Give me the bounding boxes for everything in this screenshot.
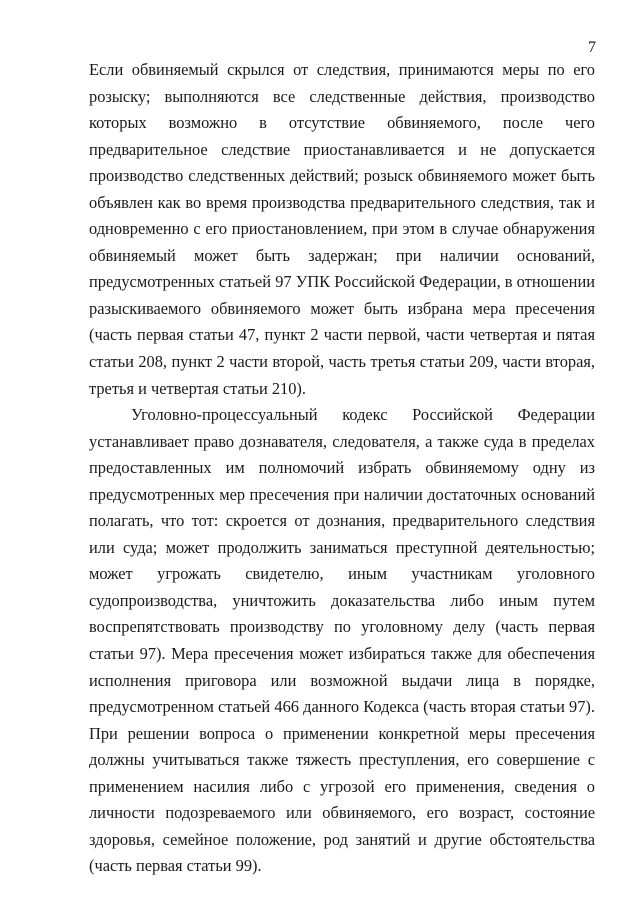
page-number: 7 <box>588 39 596 56</box>
paragraph-2: Уголовно-процессуальный кодекс Российской Федерации устанавливает право дознавателя, следователя, а также суда в пределах предоставленных им полномочий избрать обвиняемому одну из предусмотренных мер пресечения при наличии достаточных оснований полагать, что тот: скроется от дознания, предварительного следствия или суда; может продолжить заниматься преступной деятельностью; может угрожать свидетелю, иным участникам уголовного судопроизводства, уничтожить доказательства либо иным путем воспрепятствовать производству по уголовному делу (часть первая статьи 97). Мера пресечения может избираться также для обеспечения исполнения приговора или возможной выдачи лица в порядке, предусмотренном статьей 466 данного Кодекса (часть вторая статьи 97). При решении вопроса о применении конкретной меры пресечения должны учитываться также тяжесть преступления, его совершение с применением насилия либо с угрозой его применения, сведения о личности подозреваемого или обвиняемого, его возраст, состояние здоровья, семейное положение, род занятий и другие обстоятельства (часть первая статьи 99). <box>89 405 595 876</box>
document-body <box>89 57 595 880</box>
paragraph-1: Если обвиняемый скрылся от следствия, принимаются меры по его розыску; выполняются все следственные действия, производство которых возможно в отсутствие обвиняемого, после чего предварительное следствие приостанавливается и не допускается производство следственных действий; розыск обвиняемого может быть объявлен как во время производства предварительного следствия, так и одновременно с его приостановлением, при этом в случае обнаружения обвиняемый может быть задержан; при наличии оснований, предусмотренных статьей 97 УПК Российской Федерации, в отношении разыскиваемого обвиняемого может быть избрана мера пресечения (часть первая статьи 47, пункт 2 части первой, части четвертая и пятая статьи 208, пункт 2 части второй, часть третья статьи 209, части вторая, третья и четвертая статьи 210). <box>89 60 595 398</box>
